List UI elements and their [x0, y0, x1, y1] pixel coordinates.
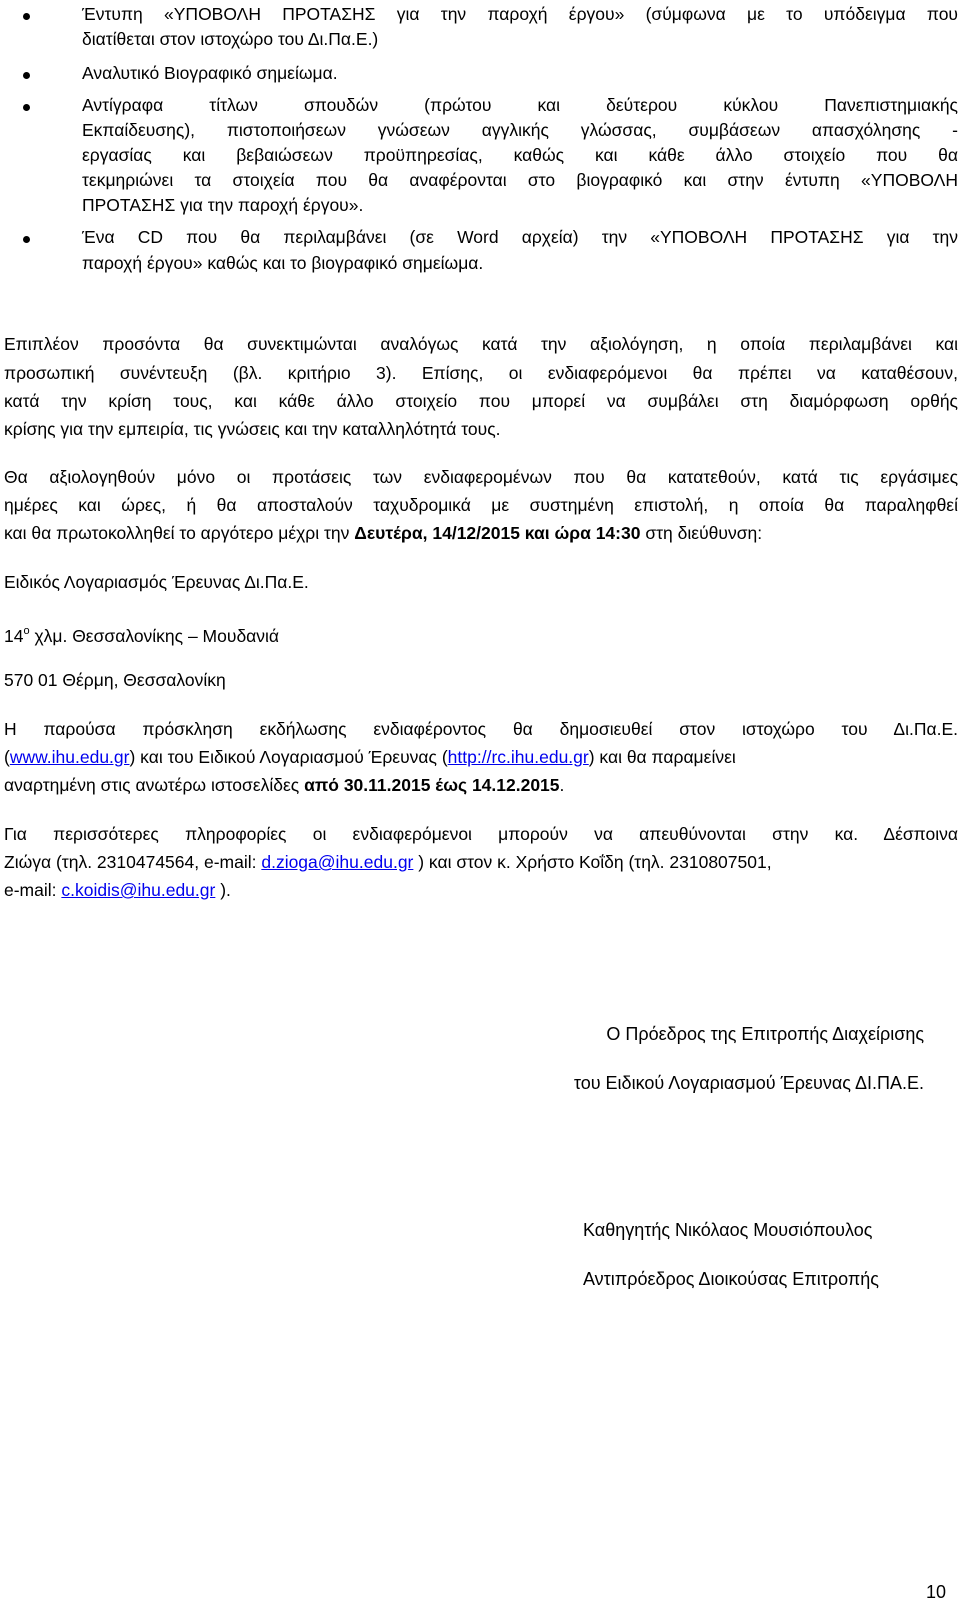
- publication-post: ) και θα παραμείνει: [588, 747, 736, 767]
- zioga-email-link[interactable]: d.zioga@ihu.edu.gr: [261, 852, 414, 872]
- bullet-3-line-3: εργασίας και βεβαιώσεων προϋπηρεσίας, καθώς και κάθε άλλο στοιχείο που θα: [82, 145, 958, 165]
- address-km-ordinal: ο: [23, 625, 30, 637]
- paragraph-line: κρίσης για την εμπειρία, τις γνώσεις και την καταλληλότητά τους.: [4, 419, 501, 439]
- deadline-text: και θα πρωτοκολληθεί το αργότερο μέχρι την: [4, 523, 355, 543]
- bullet-1-line-1: Έντυπη «ΥΠΟΒΟΛΗ ΠΡΟΤΑΣΗΣ για την παροχή έργου» (σύμφωνα με το υπόδειγμα που: [82, 4, 958, 24]
- bullet-dot: [23, 72, 30, 79]
- paragraph-line: [4, 743, 958, 771]
- contact-end: ).: [215, 880, 231, 900]
- paragraph-line: [4, 519, 958, 547]
- publication-period: από 30.11.2015 έως 14.12.2015: [304, 775, 560, 795]
- publication-segment: [4, 743, 736, 771]
- signature-line-1: Ο Πρόεδρος της Επιτροπής Διαχείρισης: [606, 1024, 924, 1044]
- bullet-3-line-1: Αντίγραφα τίτλων σπουδών (πρώτου και δεύτερου κύκλου Πανεπιστημιακής: [82, 95, 958, 115]
- signature-title: Αντιπρόεδρος Διοικούσας Επιτροπής: [583, 1269, 879, 1289]
- paragraph-line: Για περισσότερες πληροφορίες οι ενδιαφερόμενοι μπορούν να απευθύνονται στην κα. Δέσποινα: [4, 824, 958, 844]
- bullet-dot: [23, 104, 30, 111]
- address-road: χλμ. Θεσσαλονίκης – Μουδανιά: [29, 626, 280, 646]
- koidis-email-link[interactable]: c.koidis@ihu.edu.gr: [61, 880, 216, 900]
- page-number: 10: [925, 1582, 946, 1602]
- contact-post: ) και στον κ. Χρήστο Κοΐδη (τηλ. 2310807501,: [413, 852, 772, 872]
- address-line-2: [4, 617, 958, 650]
- signature-line-2: του Ειδικού Λογαριασμού Έρευνας ΔΙ.ΠΑ.Ε.: [573, 1073, 924, 1093]
- ihu-website-link[interactable]: www.ihu.edu.gr: [9, 747, 130, 767]
- deadline-date: Δευτέρα, 14/12/2015 και ώρα 14:30: [354, 523, 641, 543]
- contact-email-label: e-mail:: [4, 880, 62, 900]
- paren-open: (: [4, 747, 10, 767]
- paragraph-line: [4, 848, 958, 876]
- paragraph-line: κατά την κρίση τους, και κάθε άλλο στοιχείο που μπορεί να συμβάλει στη διαμόρφωση ορθής: [4, 391, 958, 411]
- bullet-3-line-4: τεκμηριώνει τα στοιχεία που θα αναφέρονται στο βιογραφικό και στην έντυπη «ΥΠΟΒΟΛΗ: [82, 170, 958, 190]
- bullet-1-line-2: διατίθεται στον ιστοχώρο του Δι.Πα.Ε.): [82, 29, 379, 49]
- contact-pre: Ζιώγα (τηλ. 2310474564, e-mail:: [4, 852, 262, 872]
- publication-period-pre: αναρτημένη στις ανωτέρω ιστοσελίδες: [4, 775, 305, 795]
- deadline-text-end: στη διεύθυνση:: [640, 523, 763, 543]
- bullet-dot: [23, 13, 30, 20]
- publication-period-post: .: [559, 775, 565, 795]
- paragraph-line: [4, 876, 958, 904]
- bullet-2-line-1: Αναλυτικό Βιογραφικό σημείωμα.: [82, 63, 338, 83]
- paragraph-line: προσωπική συνέντευξη (βλ. κριτήριο 3). Επίσης, οι ενδιαφερόμενοι θα πρέπει να καταθέσουν,: [4, 363, 958, 383]
- address-line-1: Ειδικός Λογαριασμός Έρευνας Δι.Πα.Ε.: [4, 572, 309, 592]
- bullet-3-line-5: ΠΡΟΤΑΣΗΣ για την παροχή έργου».: [82, 195, 364, 215]
- rc-website-link[interactable]: http://rc.ihu.edu.gr: [447, 747, 589, 767]
- publication-mid: ) και του Ειδικού Λογαριασμού Έρευνας (: [129, 747, 448, 767]
- paragraph-line: [4, 771, 958, 799]
- bullet-4-line-2: παροχή έργου» καθώς και το βιογραφικό σημείωμα.: [82, 253, 484, 273]
- bullet-4-line-1: Ένα CD που θα περιλαμβάνει (σε Word αρχεία) την «ΥΠΟΒΟΛΗ ΠΡΟΤΑΣΗΣ για την: [82, 227, 958, 247]
- paragraph-line: Η παρούσα πρόσκληση εκδήλωσης ενδιαφέροντος θα δημοσιευθεί στον ιστοχώρο του Δι.Πα.Ε.: [4, 719, 958, 739]
- address-line-3: 570 01 Θέρμη, Θεσσαλονίκη: [4, 670, 226, 690]
- bullet-dot: [23, 236, 30, 243]
- signature-name: Καθηγητής Νικόλαος Μουσιόπουλος: [583, 1220, 873, 1240]
- paragraph-line: ημέρες και ώρες, ή θα αποσταλούν ταχυδρομικά με συστημένη επιστολή, η οποία θα παραληφθεί: [4, 495, 958, 515]
- address-km: 14: [4, 626, 24, 646]
- paragraph-line: Θα αξιολογηθούν μόνο οι προτάσεις των ενδιαφερομένων που θα κατατεθούν, κατά τις εργάσιμες: [4, 467, 958, 487]
- bullet-3-line-2: Εκπαίδευσης), πιστοποιήσεων γνώσεων αγγλικής γλώσσας, συμβάσεων απασχόλησης -: [82, 120, 958, 140]
- paragraph-line: Επιπλέον προσόντα θα συνεκτιμώνται αναλόγως κατά την αξιολόγηση, η οποία περιλαμβάνει και: [4, 334, 958, 354]
- publication-row: [4, 743, 958, 771]
